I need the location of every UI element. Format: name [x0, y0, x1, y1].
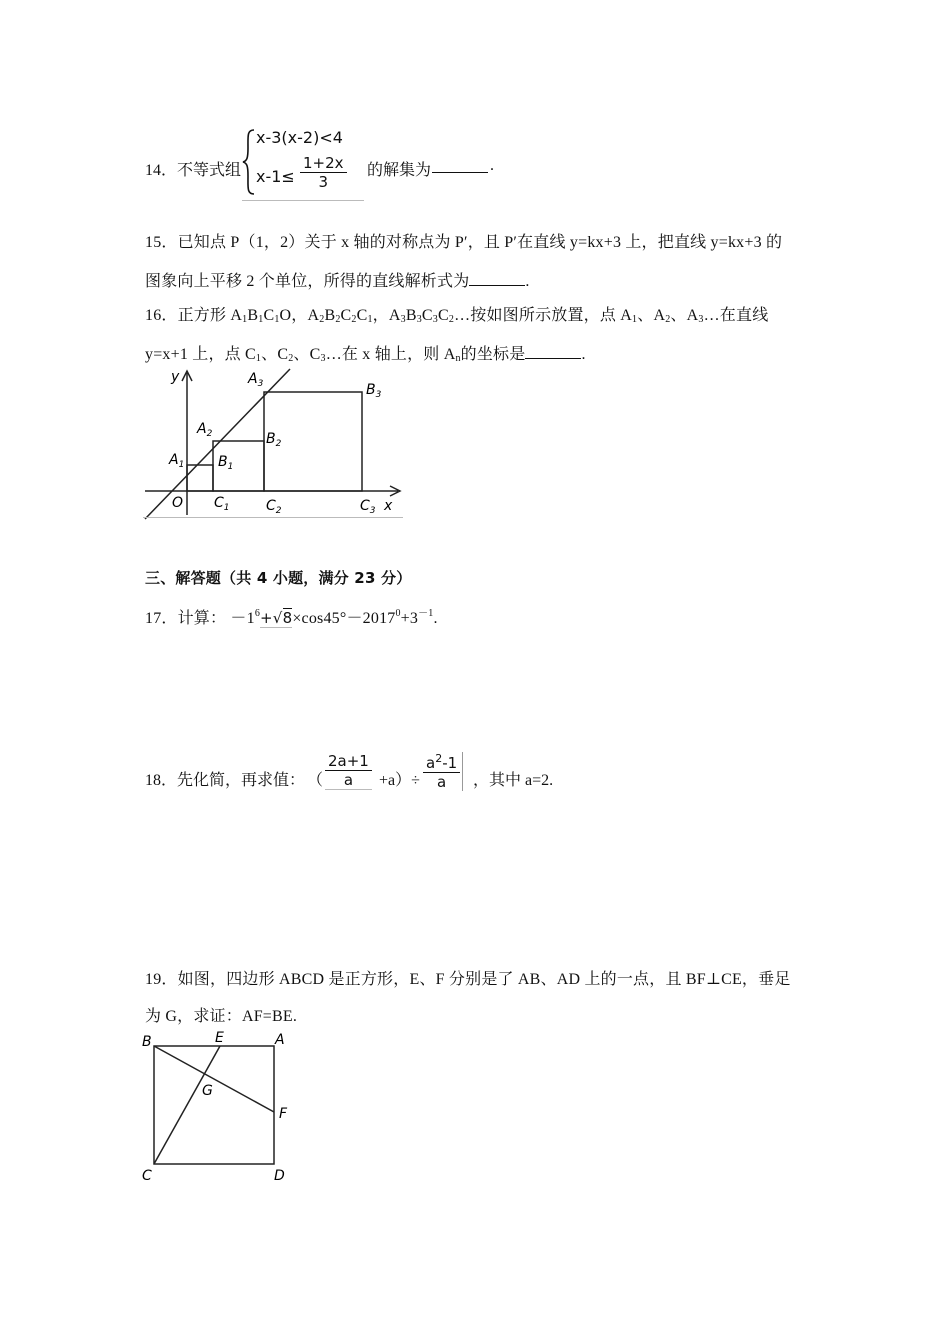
square-1	[187, 465, 213, 491]
q14-fraction-denominator: 3	[318, 173, 329, 191]
label-text: A	[248, 371, 258, 387]
q18-fraction-1	[325, 752, 372, 790]
q16-subscript: 2	[351, 314, 357, 325]
label-text: A	[169, 452, 179, 468]
q16-subscript: 3	[698, 314, 704, 325]
q17-term: ×cos45°－2017	[292, 610, 396, 627]
label-f: F	[279, 1106, 288, 1122]
q14-row2-left: x-1≤	[256, 167, 295, 186]
label-c3	[360, 498, 376, 516]
q18-text: a	[426, 754, 436, 772]
q18-fraction-1-numerator: 2a+1	[325, 752, 372, 771]
left-brace-icon	[242, 128, 256, 196]
label-e: E	[215, 1030, 224, 1046]
q16-text: B	[324, 307, 336, 324]
label-index: 2	[206, 429, 213, 439]
q18-plus-a: +a）÷	[379, 772, 420, 789]
q16-text: 、C	[293, 346, 321, 363]
q16-subscript: 2	[319, 314, 325, 325]
q16-text: C	[340, 307, 352, 324]
label-b1	[218, 454, 233, 472]
label-a3	[247, 371, 264, 389]
q14-fraction-numerator: 1+2x	[300, 154, 347, 173]
q16-text: B	[247, 307, 259, 324]
q16-subscript: 1	[274, 314, 280, 325]
q18-tail: ，其中 a=2.	[473, 772, 554, 789]
q16-text: 的坐标是	[460, 346, 526, 363]
q16-subscript: 1	[242, 314, 248, 325]
q14-answer-blank[interactable]	[432, 158, 488, 173]
q16-text: …按如图所示放置，点 A	[454, 307, 633, 324]
label-text: C	[266, 498, 276, 514]
q16-text: 、A	[637, 307, 666, 324]
label-b2	[266, 431, 282, 449]
label-b: B	[142, 1034, 152, 1050]
q16-line2	[145, 341, 586, 364]
square-abcd	[154, 1046, 274, 1164]
label-text: C	[360, 498, 370, 514]
q19-line1: 19．如图，四边形 ABCD 是正方形，E、F 分别是了 AB、AD 上的一点，且 BF⊥CE，垂足	[145, 971, 791, 988]
q15-answer-blank[interactable]	[469, 271, 525, 286]
question-18	[145, 752, 645, 802]
q16-subscript: 2	[665, 314, 671, 325]
label-y: y	[171, 369, 180, 385]
label-a2	[196, 421, 213, 439]
question-14	[145, 124, 645, 204]
q16-figure-bottom-border	[143, 517, 403, 518]
q16-subscript: n	[455, 353, 461, 364]
label-c: C	[142, 1168, 152, 1184]
label-text: B	[366, 382, 376, 398]
q18-label: 18．先化简，再求值：	[145, 772, 306, 789]
q14-number: 14．	[145, 162, 178, 179]
q18-fraction-2-numerator	[423, 752, 460, 773]
q14-inequality-system	[242, 124, 364, 201]
q15-line2-text: 图象向上平移 2 个单位，所得的直线解析式为	[145, 273, 470, 290]
q17-term: －1	[230, 610, 255, 627]
label-index: 1	[223, 503, 230, 513]
label-b3	[366, 382, 382, 400]
q14-row1: x-3(x-2)<4	[256, 128, 343, 147]
label-o: O	[172, 495, 184, 511]
q18-text: -1	[442, 754, 458, 772]
label-d: D	[274, 1168, 285, 1184]
q17-label: 17．计算：	[145, 610, 227, 627]
q19-line2: 为 G，求证：AF=BE.	[145, 1008, 298, 1025]
q16-subscript: 3	[432, 314, 438, 325]
q14-prefix: 不等式组	[177, 162, 242, 179]
q17-radicand: 8	[282, 609, 293, 627]
sqrt-icon: √	[272, 609, 283, 627]
q19-figure	[140, 1028, 300, 1188]
label-a: A	[275, 1032, 285, 1048]
q18-left-paren: （	[307, 772, 324, 789]
label-index: 3	[369, 506, 376, 516]
q15-line1: 15．已知点 P（1，2）关于 x 轴的对称点为 P′，且 P′在直线 y=kx+3 上，把直线 y=kx+3 的	[145, 234, 783, 251]
q16-subscript: 3	[320, 353, 326, 364]
label-text: C	[214, 495, 224, 511]
label-text: A	[197, 421, 207, 437]
q18-exponent: 2	[435, 752, 443, 765]
q15-line2	[145, 268, 530, 291]
q15-end: .	[525, 273, 530, 290]
q16-subscript: 1	[367, 314, 373, 325]
q16-text: B	[405, 307, 417, 324]
q16-text: 16．正方形 A	[145, 307, 243, 324]
q16-text: y=x+1 上，点 C	[145, 346, 256, 363]
q16-text: …在 x 轴上，则 A	[325, 346, 456, 363]
q16-subscript: 1	[258, 314, 264, 325]
q17-sqrt-group	[260, 609, 292, 628]
label-index: 2	[275, 439, 282, 449]
q16-subscript: 3	[416, 314, 422, 325]
q14-row2-fraction	[300, 154, 347, 191]
q16-subscript: 2	[448, 314, 455, 325]
label-x: x	[384, 498, 393, 514]
q16-subscript: 2	[335, 314, 341, 325]
label-c2	[266, 498, 282, 516]
q17-plus: +	[260, 609, 273, 627]
section-3-heading: 三、解答题（共 4 小题，满分 23 分）	[145, 569, 412, 587]
q18-fraction-2-denominator: a	[436, 773, 447, 791]
q17-term: +3	[400, 610, 419, 627]
label-g: G	[202, 1083, 213, 1099]
q16-line1	[145, 302, 768, 325]
q16-figure	[140, 365, 410, 525]
q18-fraction-1-denominator: a	[343, 771, 354, 789]
label-a1	[168, 452, 184, 470]
q17-end: .	[433, 610, 438, 627]
q16-subscript: 1	[255, 353, 262, 364]
label-index: 3	[257, 379, 264, 389]
label-index: 1	[227, 462, 234, 472]
q16-answer-blank[interactable]	[525, 344, 581, 359]
label-index: 2	[275, 506, 282, 516]
q16-text: C	[438, 307, 449, 324]
q18-fraction-2	[423, 752, 463, 791]
label-index: 3	[375, 390, 382, 400]
q14-end: .	[490, 157, 494, 174]
q17-exponent: 0	[395, 608, 401, 619]
q17-exponent: 6	[254, 608, 261, 619]
q16-text: O，A	[279, 307, 320, 324]
q16-subscript: 1	[632, 314, 638, 325]
q16-subscript: 2	[288, 353, 294, 364]
q16-text: C	[421, 307, 433, 324]
label-text: B	[266, 431, 276, 447]
q16-text: ，A	[372, 307, 401, 324]
label-index: 1	[178, 460, 185, 470]
q16-text: C	[263, 307, 275, 324]
q16-text: C	[356, 307, 368, 324]
label-c1	[214, 495, 230, 513]
label-text: B	[218, 454, 228, 470]
q14-suffix: 的解集为	[367, 162, 432, 179]
q16-end: .	[581, 346, 586, 363]
q16-text: …在直线	[703, 307, 769, 324]
question-17	[145, 604, 438, 628]
q17-exponent: －1	[418, 608, 434, 619]
q16-text: 、A	[670, 307, 699, 324]
q16-text: 、C	[261, 346, 289, 363]
q16-subscript: 3	[400, 314, 406, 325]
